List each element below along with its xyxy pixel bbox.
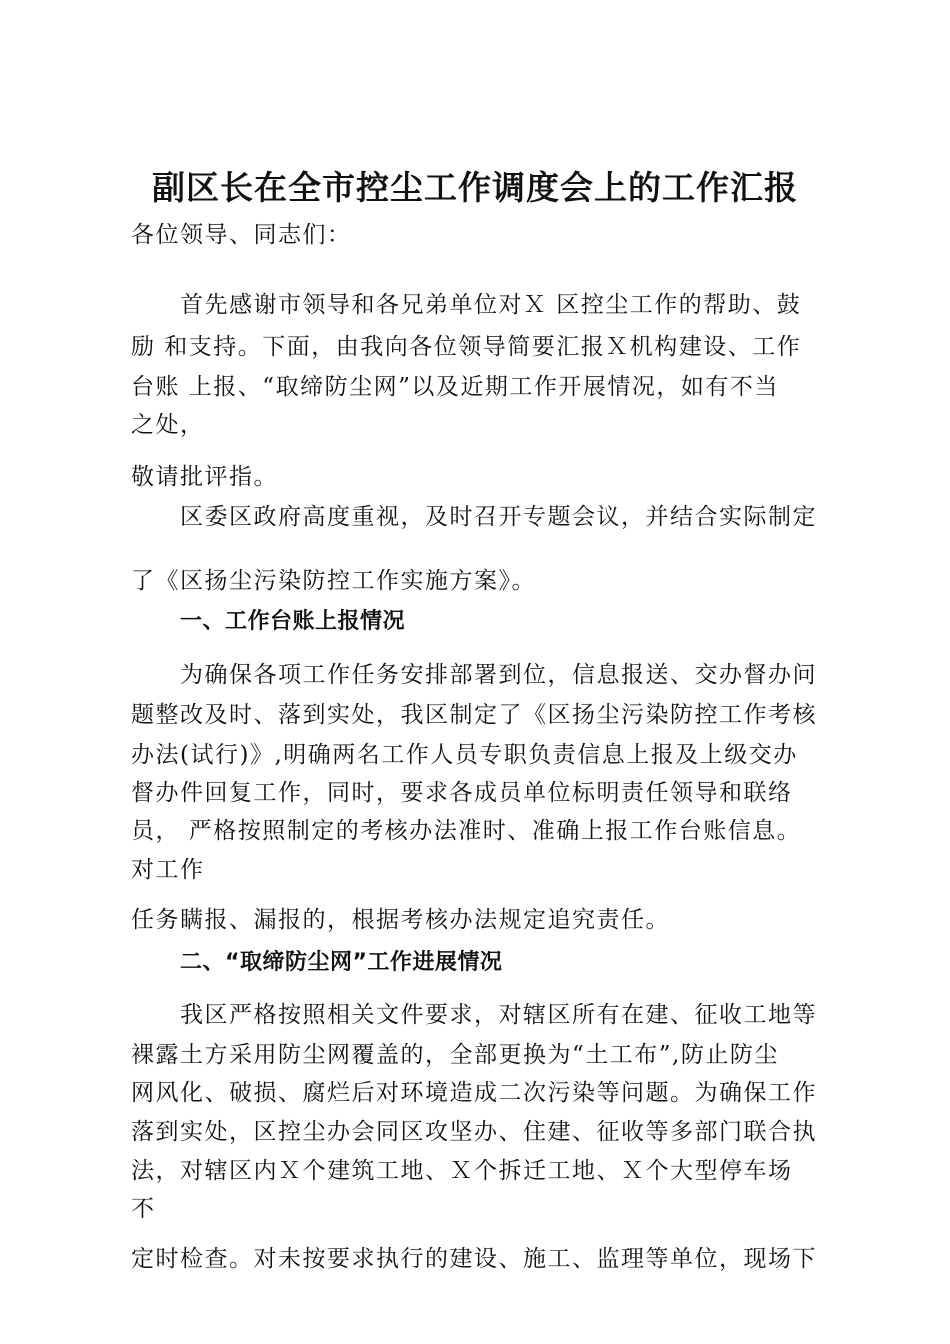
- paragraph-line: 我区严格按照相关文件要求，对辖区所有在建、征收工地等: [180, 1002, 817, 1028]
- paragraph-line: 落到实处，区控尘办会同区攻坚办、住建、征收等多部门联合执: [131, 1119, 817, 1145]
- paragraph-line: 员， 严格按照制定的考核办法准时、准确上报工作台账信息。: [131, 818, 802, 844]
- paragraph-line: 了《区扬尘污染防控工作实施方案》。: [131, 568, 536, 594]
- section-heading: 二、“取缔防尘网”工作进展情况: [180, 950, 503, 975]
- paragraph-line: 为确保各项工作任务安排部署到位，信息报送、交办督办问: [180, 662, 817, 688]
- section-heading: 一、工作台账上报情况: [180, 609, 406, 634]
- document-title: 副区长在全市控尘工作调度会上的工作汇报: [152, 168, 798, 207]
- paragraph-line: 裸露土方采用防尘网覆盖的，全部更换为“土工布”,防止防尘: [131, 1042, 779, 1068]
- paragraph-line: 网风化、破损、腐烂后对环境造成二次污染等问题。为确保工作: [131, 1080, 817, 1106]
- paragraph-line: 任务瞒报、漏报的，根据考核办法规定追究责任。: [131, 907, 670, 933]
- paragraph-line: 首先感谢市领导和各兄弟单位对Ｘ 区控尘工作的帮助、鼓: [180, 292, 802, 318]
- paragraph-line: 对工作: [131, 857, 205, 883]
- paragraph-line: 定时检查。对未按要求执行的建设、施工、监理等单位，现场下: [131, 1246, 817, 1272]
- paragraph-line: 不: [131, 1196, 156, 1222]
- paragraph-line: 区委区政府高度重视，及时召开专题会议，并结合实际制定: [180, 504, 817, 530]
- paragraph-line: 题整改及时、落到实处，我区制定了《区扬尘污染防控工作考核: [131, 702, 817, 728]
- paragraph-line: 督办件回复工作，同时，要求各成员单位标明责任领导和联络: [131, 780, 793, 806]
- paragraph-line: 敬请批评指。: [131, 464, 278, 490]
- paragraph-line: 励 和支持。下面，由我向各位领导简要汇报Ｘ机构建设、工作: [131, 334, 802, 360]
- salutation: 各位领导、同志们：: [131, 222, 352, 248]
- paragraph-line: 台账 上报、“取缔防尘网”以及近期工作开展情况，如有不当: [131, 374, 779, 400]
- paragraph-line: 法，对辖区内Ｘ个建筑工地、Ｘ个拆迁工地、Ｘ个大型停车场: [131, 1158, 793, 1184]
- paragraph-line: 之处，: [131, 412, 205, 438]
- paragraph-line: 办法(试行)》,明确两名工作人员专职负责信息上报及上级交办: [131, 742, 798, 768]
